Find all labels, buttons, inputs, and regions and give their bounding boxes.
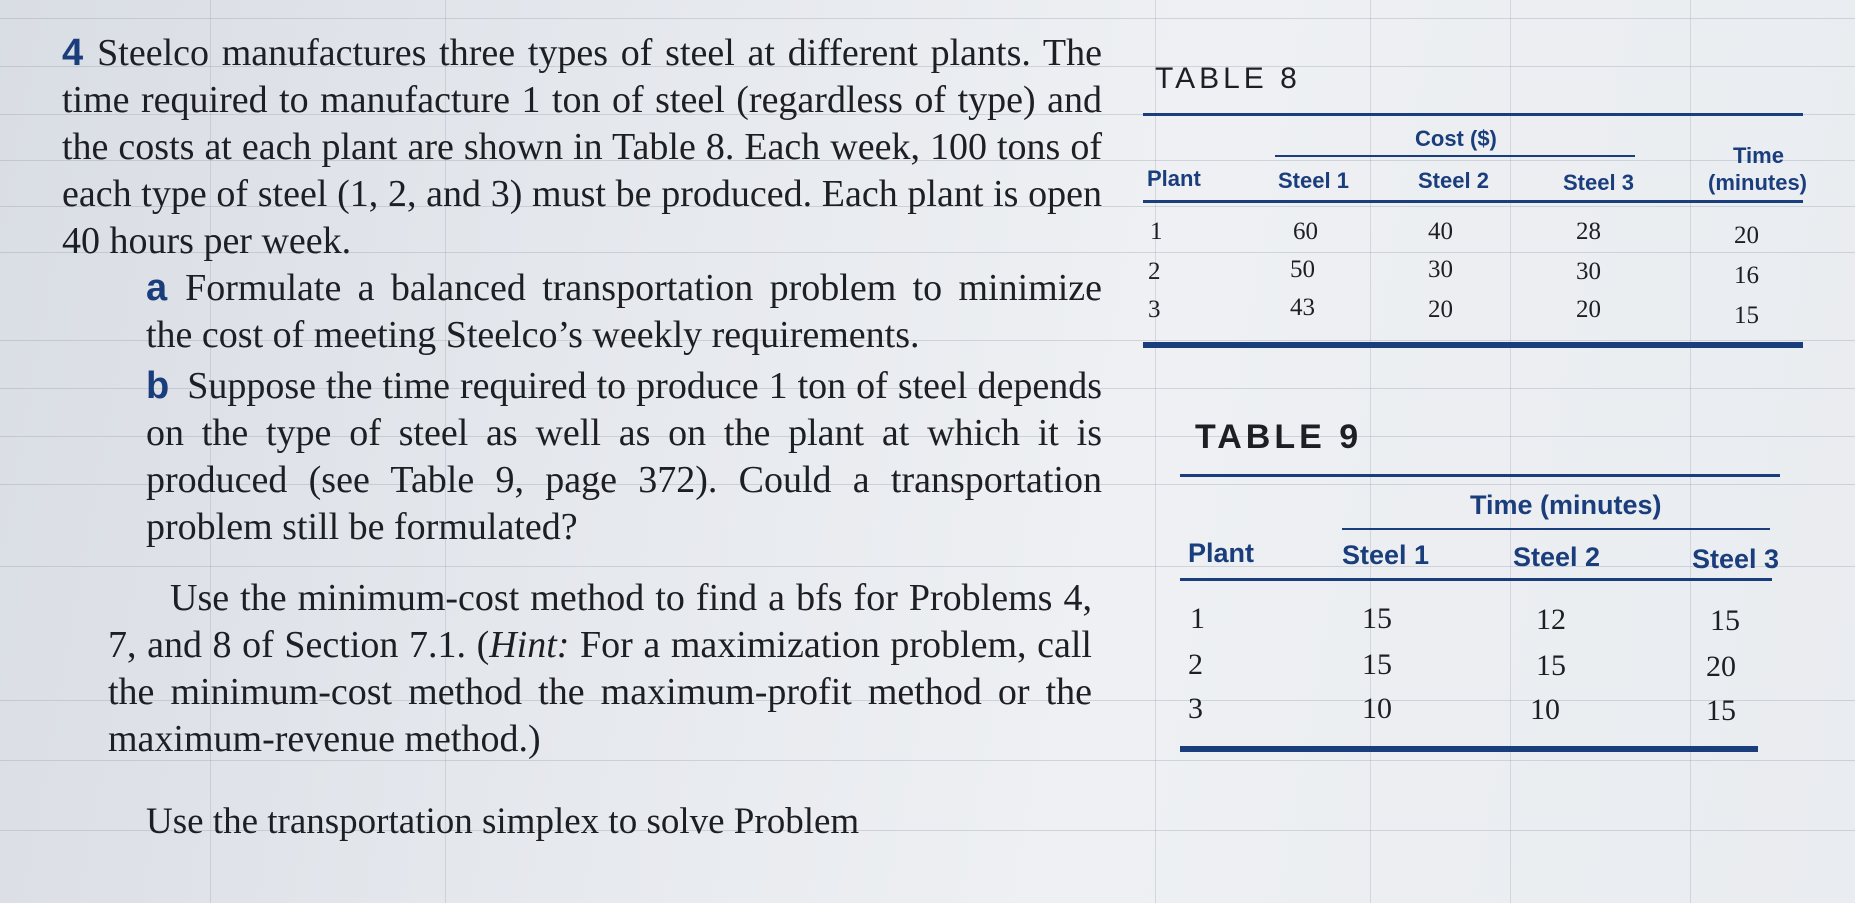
table-8-cell: 28 bbox=[1576, 218, 1601, 245]
hint-label: Hint: bbox=[489, 624, 570, 666]
part-b bbox=[146, 363, 1102, 551]
table-9-cell: 15 bbox=[1710, 604, 1740, 637]
table-8-cell: 60 bbox=[1293, 218, 1318, 245]
table-9-cell: 10 bbox=[1530, 693, 1560, 726]
table-9-cell: 10 bbox=[1362, 692, 1392, 725]
next-instruction bbox=[146, 800, 859, 843]
table-9-cell: 15 bbox=[1536, 649, 1566, 682]
table-8-group-rule bbox=[1275, 155, 1635, 157]
table-8-cell: 30 bbox=[1428, 256, 1453, 283]
table-8-cell: 40 bbox=[1428, 218, 1453, 245]
table-8-header-steel1: Steel 1 bbox=[1278, 168, 1349, 193]
table-9-header-steel2: Steel 2 bbox=[1513, 542, 1601, 572]
table-9-top-rule bbox=[1180, 474, 1780, 477]
table-9-cell: 15 bbox=[1706, 694, 1736, 727]
table-8-cell: 20 bbox=[1576, 296, 1601, 323]
next-instruction-text: Use the transportation simplex to solve Problem bbox=[146, 801, 860, 842]
table-8-header-steel2: Steel 2 bbox=[1418, 168, 1489, 193]
table-9-bottom-rule bbox=[1180, 746, 1758, 752]
table-9-header-steel1: Steel 1 bbox=[1342, 540, 1430, 570]
table-8-cell: 43 bbox=[1290, 294, 1315, 321]
table-8-time-header-2: (minutes) bbox=[1708, 170, 1807, 195]
part-a-label: a bbox=[146, 267, 168, 309]
table-9-cell: 15 bbox=[1362, 602, 1392, 635]
table-9-cell: 12 bbox=[1536, 603, 1566, 636]
section-instruction bbox=[108, 575, 1092, 763]
table-8-cell: 1 bbox=[1150, 218, 1163, 245]
instruction-part-1: Use the minimum-cost method to find a bfs for Problems 4, 7, and 8 of Section 7.1. ( bbox=[108, 577, 1092, 666]
problem-statement bbox=[62, 30, 1102, 265]
part-b-text: Suppose the time required to produce 1 ton of steel depends on the type of steel as well as on the plant at which it is produced (see Table 9, page 372). Could a transportation problem still be formulated? bbox=[146, 365, 1102, 548]
table-9-header-plant: Plant bbox=[1188, 538, 1255, 568]
table-9-cell: 15 bbox=[1362, 648, 1392, 681]
table-8-cell: 15 bbox=[1734, 302, 1759, 329]
instruction-text bbox=[108, 575, 1092, 763]
table-9-header-rule bbox=[1180, 578, 1772, 581]
part-a bbox=[146, 265, 1102, 359]
table-8-title: TABLE 8 bbox=[1155, 62, 1301, 95]
problem-text: Steelco manufactures three types of steel at different plants. The time required to manufacture 1 ton of steel (regardless of type) and the costs at each plant are shown in Table 8. Each week, 100 tons of each type of steel (1, 2, and 3) must be produced. Each plant is open 40 hours per week. bbox=[62, 32, 1102, 262]
table-8-time-header-1: Time bbox=[1733, 143, 1784, 168]
table-9-cell: 20 bbox=[1706, 650, 1736, 683]
problem-number: 4 bbox=[62, 32, 84, 74]
table-9-group-header: Time (minutes) bbox=[1470, 490, 1662, 520]
table-8-top-rule bbox=[1143, 113, 1803, 116]
table-9-title: TABLE 9 bbox=[1195, 418, 1363, 456]
part-a-text: Formulate a balanced transportation problem to minimize the cost of meeting Steelco’s weekly requirements. bbox=[146, 267, 1102, 356]
part-b-label: b bbox=[146, 365, 170, 407]
table-8-cell: 3 bbox=[1148, 296, 1161, 323]
table-8-cell: 20 bbox=[1734, 222, 1759, 249]
table-8-header-rule bbox=[1143, 200, 1803, 203]
table-8-header-steel3: Steel 3 bbox=[1563, 170, 1634, 195]
table-8-cell: 2 bbox=[1148, 258, 1161, 285]
table-8-cell: 20 bbox=[1428, 296, 1453, 323]
table-8-cell: 30 bbox=[1576, 258, 1601, 285]
table-9-group-rule bbox=[1342, 528, 1770, 530]
table-8-bottom-rule bbox=[1143, 342, 1803, 348]
table-9-cell: 2 bbox=[1188, 648, 1203, 681]
table-9-cell: 3 bbox=[1188, 692, 1203, 725]
table-9-cell: 1 bbox=[1190, 602, 1205, 635]
table-8-cell: 16 bbox=[1734, 262, 1759, 289]
table-8-header-plant: Plant bbox=[1147, 166, 1201, 191]
problem-4 bbox=[62, 30, 1102, 551]
table-8-group-header: Cost ($) bbox=[1415, 126, 1497, 151]
table-8-cell: 50 bbox=[1290, 256, 1315, 283]
instruction-part-2: For a maximization problem, call the minimum-cost method the maximum-profit method or the maximum-revenue method.) bbox=[108, 624, 1092, 760]
table-9-header-steel3: Steel 3 bbox=[1692, 544, 1780, 574]
